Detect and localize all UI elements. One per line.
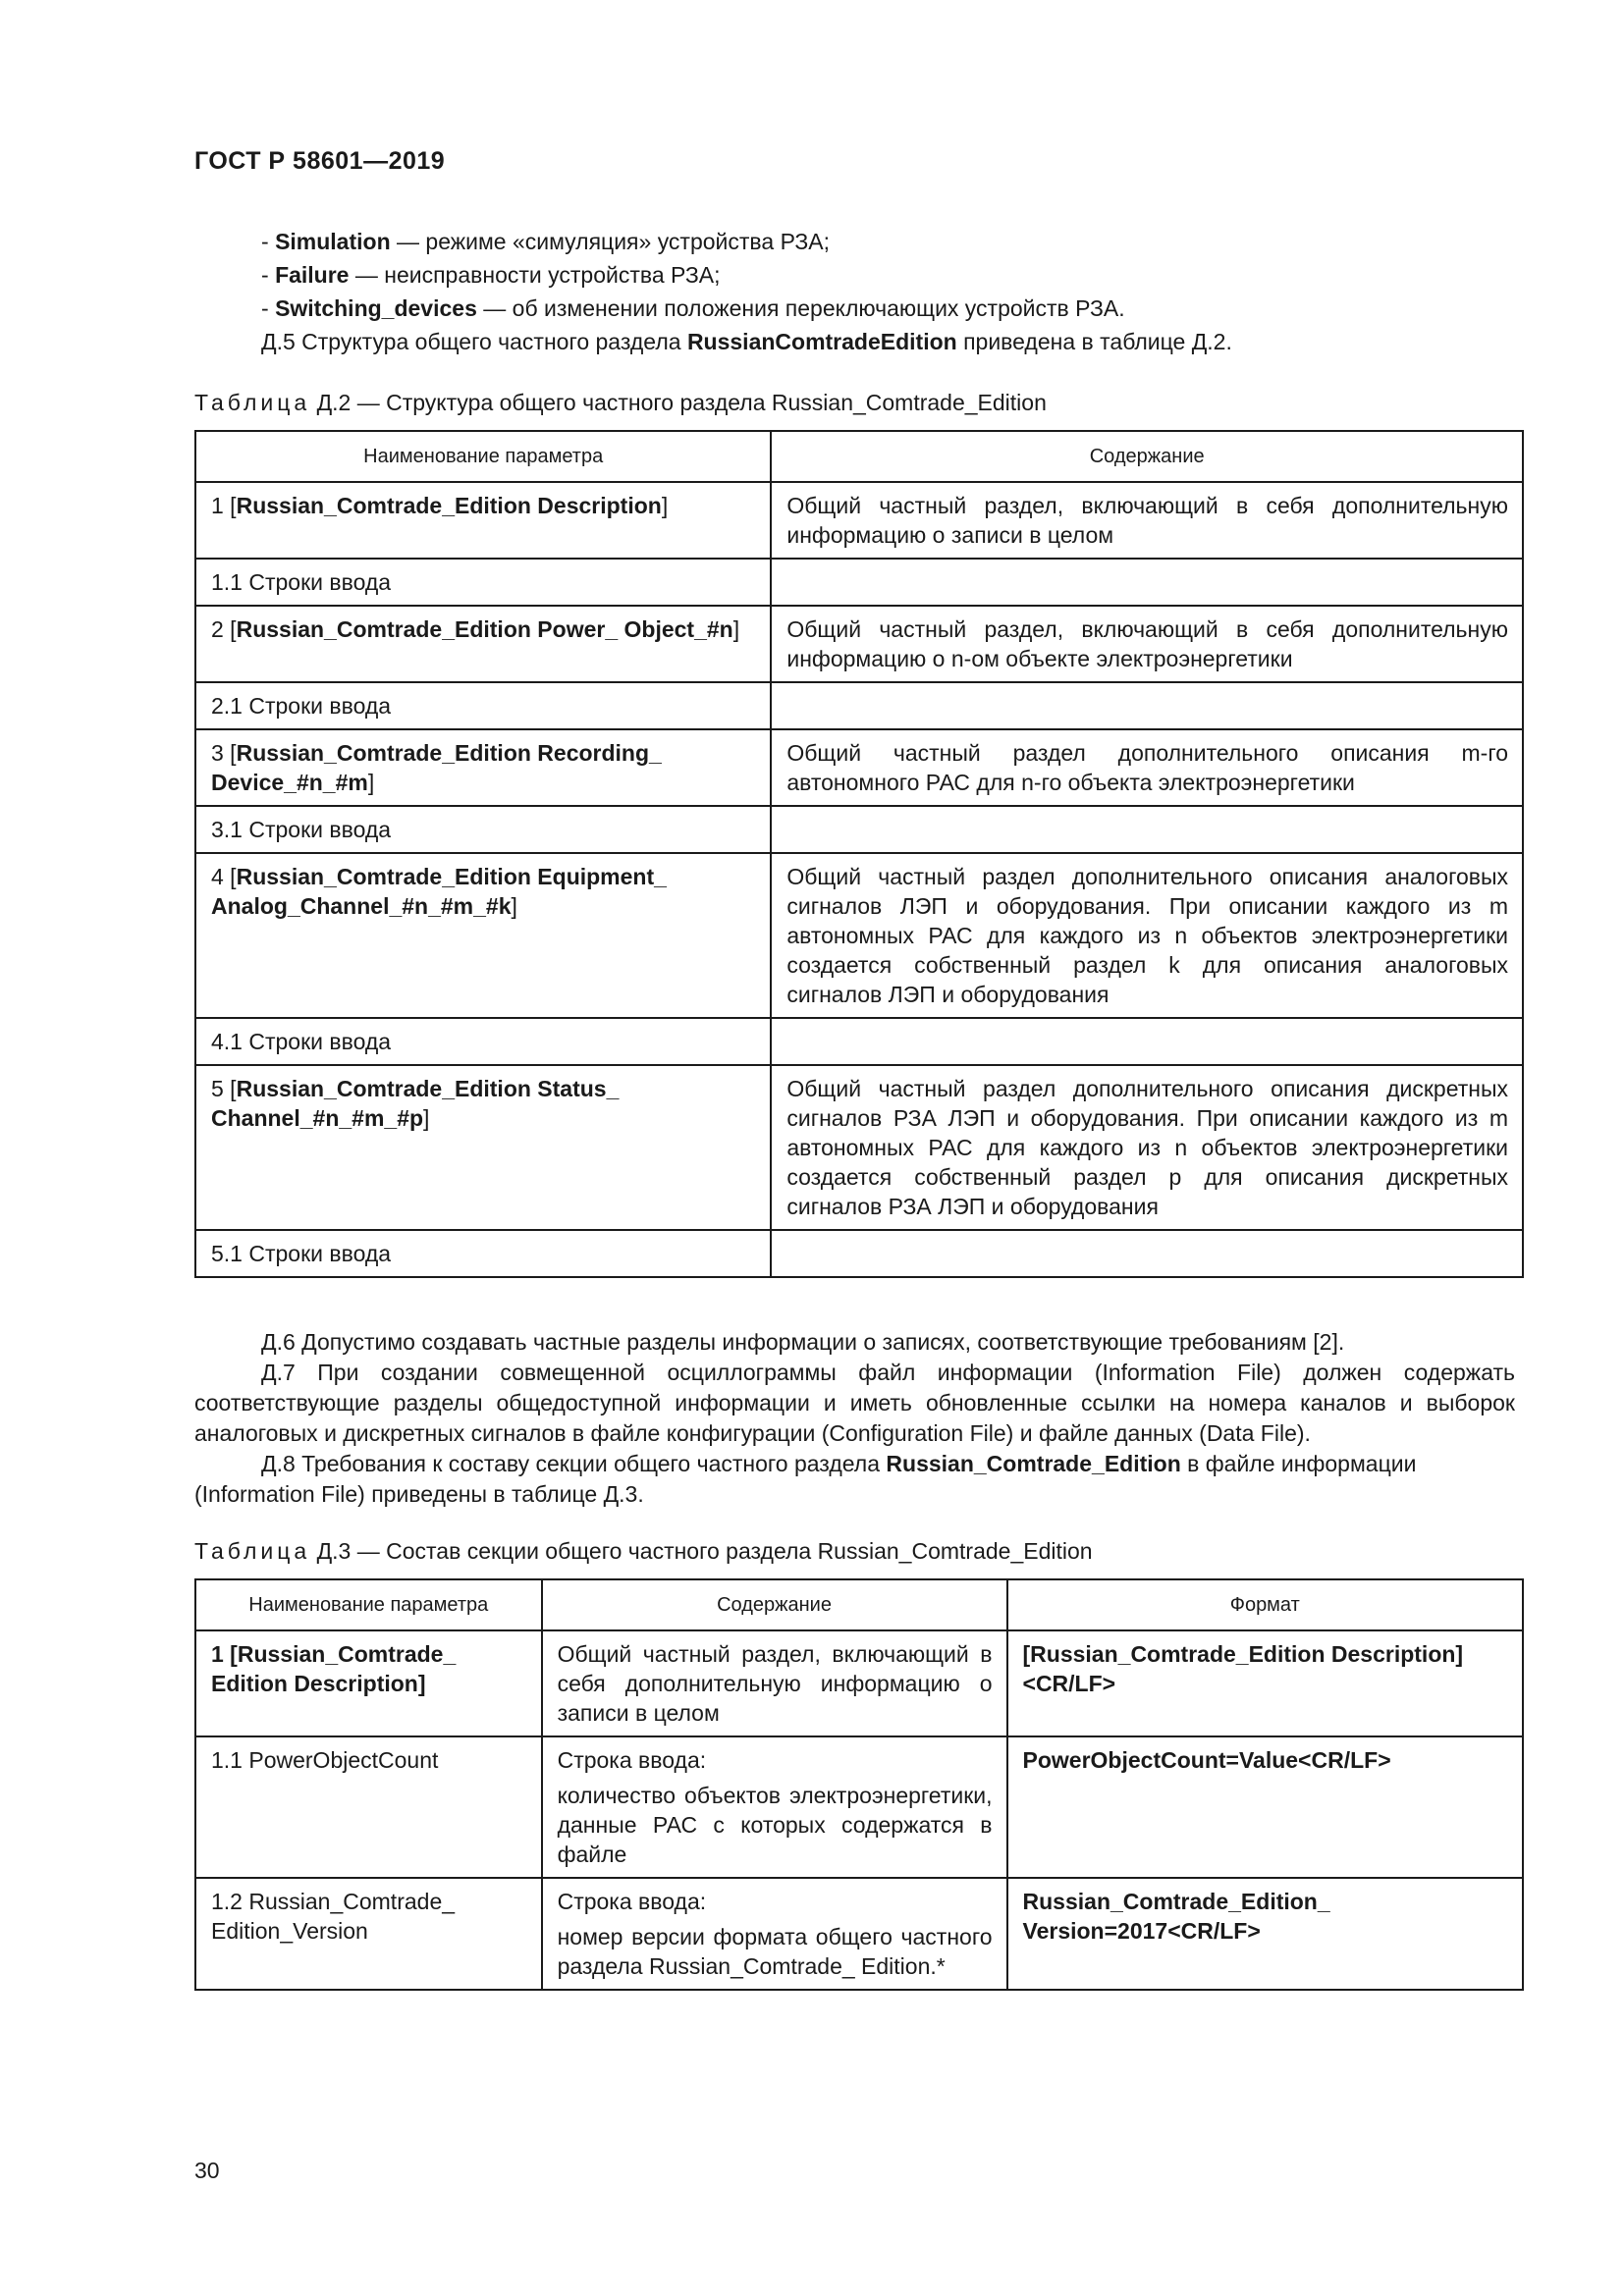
table-cell <box>771 1018 1523 1065</box>
table-header-row <box>195 1579 1523 1630</box>
table-d3 <box>194 1578 1524 1991</box>
table-cell: Строка ввода: количество объектов электроэнергетики, данные РАС с которых содержатся в файле <box>542 1736 1007 1878</box>
table-cell: 1.1 Строки ввода <box>195 559 771 606</box>
page-number: 30 <box>194 2158 220 2183</box>
table-row <box>195 1736 1523 1878</box>
paragraph-d7: Д.7 При создании совмещенной осциллограммы файл информации (Information File) должен содержать соответствующие разделы общедоступной информации и иметь обновленные ссылки на номера каналов и выборок аналоговых и дискретных сигналов в файле конфигурации (Configuration File) и файле данных (Data File). <box>194 1360 1515 1446</box>
table-cell: 5 [Russian_Comtrade_Edition Status_ Channel_#n_#m_#p] <box>195 1065 771 1230</box>
table-row <box>195 853 1523 1018</box>
list-item: - Simulation — режиме «симуляция» устройства РЗА; <box>261 229 831 254</box>
table-cell: 1.1 PowerObjectCount <box>195 1736 542 1878</box>
table-row <box>195 606 1523 682</box>
table-row <box>195 559 1523 606</box>
table-cell: 2 [Russian_Comtrade_Edition Power_ Object_#n] <box>195 606 771 682</box>
document-header: ГОСТ Р 58601—2019 <box>194 147 446 175</box>
table-cell: 1 [Russian_Comtrade_ Edition Description] <box>195 1630 542 1736</box>
table-row <box>195 682 1523 729</box>
list-item: - Switching_devices — об изменении положения переключающих устройств РЗА. <box>261 295 1125 321</box>
bullet-list <box>261 225 1125 325</box>
table-cell <box>771 682 1523 729</box>
table-cell: 1 [Russian_Comtrade_Edition Description] <box>195 482 771 559</box>
paragraph-d6: Д.6 Допустимо создавать частные разделы информации о записях, соответствующие требованиям [2]. <box>261 1329 1345 1355</box>
paragraph-d5: Д.5 Структура общего частного раздела RussianComtradeEdition приведена в таблице Д.2. <box>261 329 1232 354</box>
paragraph-d8: Д.8 Требования к составу секции общего частного раздела Russian_Comtrade_Edition в файле информации (Information File) приведены в таблице Д.3. <box>194 1451 1417 1507</box>
table-cell: PowerObjectCount=Value<CR/LF> <box>1007 1736 1523 1878</box>
table-d3-caption: Таблица Д.3 — Состав секции общего частного раздела Russian_Comtrade_Edition <box>194 1538 1093 1564</box>
table-cell: Общий частный раздел дополнительного описания m-го автономного РАС для n-го объекта электроэнергетики <box>771 729 1523 806</box>
column-header: Наименование параметра <box>195 431 771 482</box>
table-cell: Общий частный раздел дополнительного описания дискретных сигналов РЗА ЛЭП и оборудования. При описании каждого из m автономных РАС для каждого из n объектов электроэнергетики создается собственный раздел p для описания дискретных сигналов РЗА ЛЭП и оборудования <box>771 1065 1523 1230</box>
table-cell: Общий частный раздел, включающий в себя дополнительную информацию о n-ом объекте электроэнергетики <box>771 606 1523 682</box>
table-cell: [Russian_Comtrade_Edition Description]<CR/LF> <box>1007 1630 1523 1736</box>
table-cell: 3.1 Строки ввода <box>195 806 771 853</box>
table-cell: 3 [Russian_Comtrade_Edition Recording_ Device_#n_#m] <box>195 729 771 806</box>
table-header-row <box>195 431 1523 482</box>
table-cell: 1.2 Russian_Comtrade_ Edition_Version <box>195 1878 542 1990</box>
column-header: Формат <box>1007 1579 1523 1630</box>
table-row <box>195 1230 1523 1277</box>
column-header: Наименование параметра <box>195 1579 542 1630</box>
table-row <box>195 1018 1523 1065</box>
table-cell: Общий частный раздел, включающий в себя дополнительную информацию о записи в целом <box>542 1630 1007 1736</box>
table-cell: 5.1 Строки ввода <box>195 1230 771 1277</box>
table-cell <box>771 1230 1523 1277</box>
table-cell <box>771 559 1523 606</box>
table-row <box>195 1630 1523 1736</box>
table-cell: Общий частный раздел, включающий в себя дополнительную информацию о записи в целом <box>771 482 1523 559</box>
table-row <box>195 482 1523 559</box>
table-cell: 4.1 Строки ввода <box>195 1018 771 1065</box>
table-d2 <box>194 430 1524 1278</box>
table-cell: Строка ввода: номер версии формата общего частного раздела Russian_Comtrade_ Edition.* <box>542 1878 1007 1990</box>
list-item: - Failure — неисправности устройства РЗА; <box>261 262 721 288</box>
table-cell <box>771 806 1523 853</box>
table-cell: Общий частный раздел дополнительного описания аналоговых сигналов ЛЭП и оборудования. При описании каждого из m автономных РАС для каждого из n объектов электроэнергетики создается собственный раздел k для описания аналоговых сигналов ЛЭП и оборудования <box>771 853 1523 1018</box>
table-row <box>195 806 1523 853</box>
column-header: Содержание <box>771 431 1523 482</box>
table-row <box>195 1878 1523 1990</box>
column-header: Содержание <box>542 1579 1007 1630</box>
table-row <box>195 729 1523 806</box>
table-cell: 4 [Russian_Comtrade_Edition Equipment_ Analog_Channel_#n_#m_#k] <box>195 853 771 1018</box>
table-cell: 2.1 Строки ввода <box>195 682 771 729</box>
table-cell: Russian_Comtrade_Edition_ Version=2017<CR/LF> <box>1007 1878 1523 1990</box>
table-d2-caption: Таблица Д.2 — Структура общего частного раздела Russian_Comtrade_Edition <box>194 390 1047 415</box>
table-row <box>195 1065 1523 1230</box>
